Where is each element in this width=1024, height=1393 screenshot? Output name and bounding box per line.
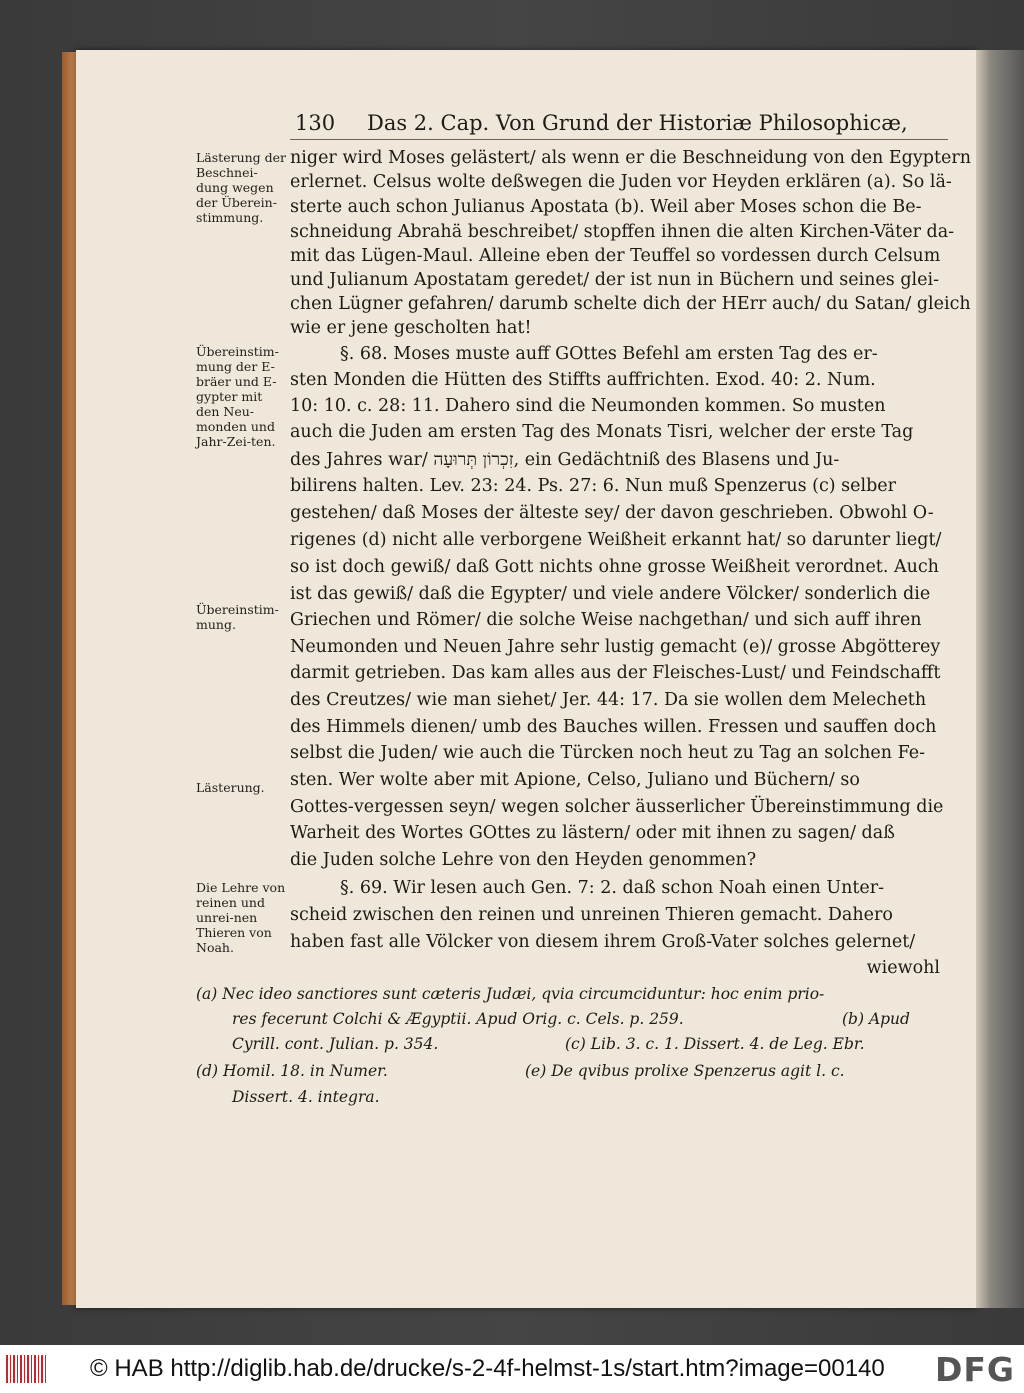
text-line: darmit getrieben. Das kam alles aus der Fleisches-Lust/ und Feindschafft: [290, 663, 941, 683]
text-line: sten. Wer wolte aber mit Apione, Celso, Juliano und Büchern/ so: [290, 770, 860, 790]
dfg-logo: DFG: [935, 1350, 1016, 1389]
running-header: [295, 111, 945, 135]
sidenote: Die Lehre von reinen und unrei-nen Thieren von Noah.: [196, 880, 286, 955]
text-line: sterte auch schon Julianus Apostata (b). Weil aber Moses schon die Be-: [290, 197, 922, 217]
text-line: so ist doch gewiß/ daß Gott nichts ohne grosse Weißheit verordnet. Auch: [290, 557, 939, 577]
text-line: gestehen/ daß Moses der älteste sey/ der davon geschrieben. Obwohl O-: [290, 503, 934, 523]
text-line: haben fast alle Völcker von diesem ihrem Groß-Vater solches gelernet/: [290, 932, 916, 952]
credit-link[interactable]: © HAB http://diglib.hab.de/drucke/s-2-4f-helmst-1s/start.htm?image=00140: [90, 1355, 885, 1382]
footnote-line: res fecerunt Colchi & Ægyptii. Apud Orig. c. Cels. p. 259.: [232, 1010, 684, 1028]
text-line: die Juden solche Lehre von den Heyden genommen?: [290, 850, 757, 870]
text-line: ist das gewiß/ daß die Egypter/ und viele andere Völcker/ sonderlich die: [290, 584, 931, 604]
footnote-line: Dissert. 4. integra.: [232, 1088, 380, 1106]
header-rule: [290, 139, 948, 140]
text-line: Griechen und Römer/ die solche Weise nachgethan/ und sich auff ihren: [290, 610, 922, 630]
catchword: wiewohl: [866, 958, 940, 978]
footnote-line: Cyrill. cont. Julian. p. 354.: [232, 1035, 439, 1053]
text-line: selbst die Juden/ wie auch die Türcken noch heut zu Tag an solchen Fe-: [290, 743, 926, 763]
footnote-line: (a) Nec ideo sanctiores sunt cæteris Judæi, qvia circumciduntur: hoc enim prio-: [196, 985, 825, 1003]
text-line: mit das Lügen-Maul. Alleine eben der Teuffel so vordessen durch Celsum: [290, 246, 941, 266]
text-line: schneidung Abrahä beschreibet/ stopffen ihnen die alten Kirchen-Väter da-: [290, 222, 955, 242]
text-line: 10: 10. c. 28: 11. Dahero sind die Neumonden kommen. So musten: [290, 396, 886, 416]
footnote-line: (c) Lib. 3. c. 1. Dissert. 4. de Leg. Ebr.: [565, 1035, 865, 1053]
footnote-line: (d) Homil. 18. in Numer.: [196, 1062, 388, 1080]
text-line: chen Lügner gefahren/ darumb schelte dich der HErr auch/ du Satan/ gleich: [290, 294, 971, 314]
sidenote: Übereinstim-mung.: [196, 602, 279, 632]
text-line: erlernet. Celsus wolte deßwegen die Juden vor Heyden erklären (a). So lä-: [290, 172, 952, 192]
text-line: Warheit des Wortes GOttes zu lästern/ oder mit ihnen zu sagen/ daß: [290, 823, 895, 843]
gutter-shadow: [976, 50, 1024, 1308]
text-line: §. 69. Wir lesen auch Gen. 7: 2. daß schon Noah einen Unter-: [340, 878, 885, 898]
text-line: sten Monden die Hütten des Stiffts auffrichten. Exod. 40: 2. Num.: [290, 370, 876, 390]
text-line: bilirens halten. Lev. 23: 24. Ps. 27: 6. Nun muß Spenzerus (c) selber: [290, 476, 897, 496]
text-line: des Jahres war/ זִכְרוֹן תְּרוּעָה, ein Gedächtniß des Blasens und Ju-: [290, 450, 840, 470]
text-line: wie er jene gescholten hat!: [290, 318, 532, 338]
text-line: des Creutzes/ wie man siehet/ Jer. 44: 17. Da sie wollen dem Melecheth: [290, 690, 927, 710]
text-line: Gottes-vergessen seyn/ wegen solcher äusserlicher Übereinstimmung die: [290, 797, 944, 817]
text-line: des Himmels dienen/ umb des Bauches willen. Fressen und sauffen doch: [290, 717, 937, 737]
text-line: auch die Juden am ersten Tag des Monats Tisri, welcher der erste Tag: [290, 422, 914, 442]
page-edge: [62, 52, 76, 1305]
text-line: niger wird Moses gelästert/ als wenn er die Beschneidung von den Egyptern: [290, 148, 971, 168]
text-line: scheid zwischen den reinen und unreinen Thieren gemacht. Dahero: [290, 905, 893, 925]
sidenote: Übereinstim-mung der E-bräer und E-gypter mit den Neu-monden und Jahr-Zei-ten.: [196, 344, 279, 449]
page-number: 130: [295, 111, 336, 135]
barcode-icon: [6, 1355, 48, 1383]
footnote-line: (e) De qvibus prolixe Spenzerus agit l. c.: [525, 1062, 845, 1080]
footnote-line: (b) Apud: [842, 1010, 910, 1028]
sidenote: Lästerung.: [196, 780, 265, 795]
text-line: §. 68. Moses muste auff GOttes Befehl am ersten Tag des er-: [340, 344, 878, 364]
sidenote: Lästerung der Beschnei-dung wegen der Überein-stimmung.: [196, 150, 287, 225]
text-line: und Julianum Apostatam geredet/ der ist nun in Büchern und seines glei-: [290, 270, 939, 290]
text-line: Neumonden und Neuen Jahre sehr lustig gemacht (e)/ grosse Abgötterey: [290, 637, 941, 657]
text-line: rigenes (d) nicht alle verborgene Weißheit erkannt hat/ so darunter liegt/: [290, 530, 942, 550]
running-head: Das 2. Cap. Von Grund der Historiæ Philosophicæ,: [367, 111, 908, 135]
